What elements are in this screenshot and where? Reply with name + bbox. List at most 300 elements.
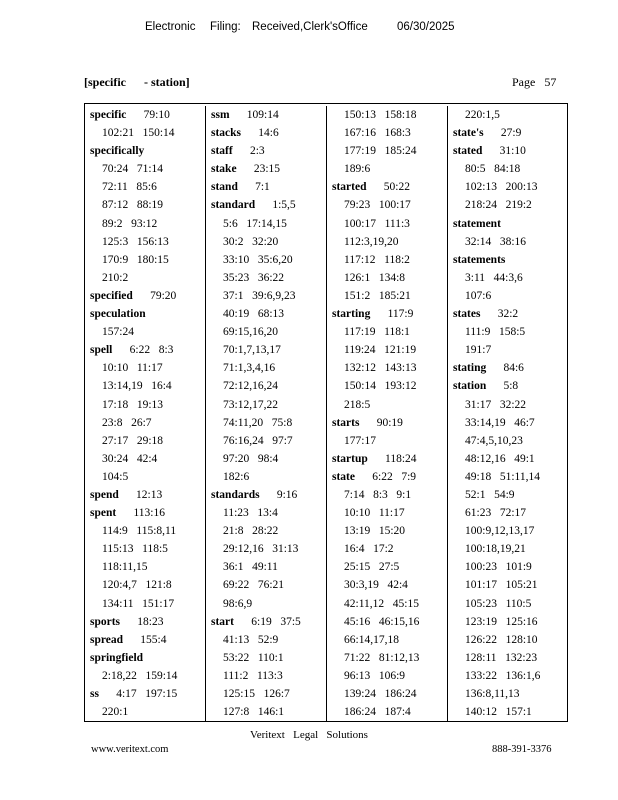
- index-ref-line: [327, 269, 448, 287]
- index-page-refs: 5:6 17:14,15: [223, 217, 287, 230]
- index-term-line: [206, 196, 327, 214]
- index-page-refs: 100:17 111:3: [344, 217, 410, 230]
- index-page-refs: 52:1 54:9: [465, 488, 515, 501]
- index-term-line: [85, 649, 205, 667]
- index-page-refs: 72:11 85:6: [102, 181, 157, 194]
- index-page-refs: 102:21 150:14: [102, 127, 175, 140]
- index-ref-line: [206, 432, 327, 450]
- index-term-line: [206, 142, 327, 160]
- index-ref-line: [206, 558, 327, 576]
- index-ref-line: [448, 269, 570, 287]
- index-page-refs: 42:11,12 45:15: [344, 597, 419, 610]
- index-ref-line: [206, 667, 327, 685]
- index-ref-line: [448, 631, 570, 649]
- index-page-refs: 2:18,22 159:14: [102, 669, 178, 682]
- index-page-refs: 33:10 35:6,20: [223, 253, 293, 266]
- index-term: specifically: [90, 145, 145, 158]
- index-column-3: [326, 106, 448, 721]
- index-page-refs: 49:18 51:11,14: [465, 470, 540, 483]
- index-ref-line: [448, 504, 570, 522]
- index-page-refs: 50:22: [383, 181, 410, 194]
- index-term: statements: [453, 253, 506, 266]
- index-page-refs: 69:15,16,20: [223, 326, 278, 339]
- index-page-refs: 128:11 132:23: [465, 651, 538, 664]
- index-page-refs: 133:22 136:1,6: [465, 669, 541, 682]
- index-page-refs: 27:17 29:18: [102, 434, 164, 447]
- index-ref-line: [85, 414, 205, 432]
- index-ref-line: [448, 540, 570, 558]
- index-term-line: [448, 359, 570, 377]
- index-term-line: [85, 504, 205, 522]
- index-ref-line: [448, 396, 570, 414]
- index-term-line: [448, 377, 570, 395]
- efiling-label: Electronic: [145, 21, 196, 33]
- index-ref-line: [448, 703, 570, 721]
- index-term: started: [332, 181, 367, 194]
- index-ref-line: [327, 558, 448, 576]
- index-page-refs: 74:11,20 75:8: [223, 416, 293, 429]
- index-ref-line: [448, 649, 570, 667]
- index-ref-line: [448, 468, 570, 486]
- index-ref-line: [448, 106, 570, 124]
- index-ref-line: [85, 468, 205, 486]
- index-term-line: [85, 486, 205, 504]
- index-ref-line: [327, 486, 448, 504]
- footer-website[interactable]: www.veritext.com: [91, 744, 169, 755]
- index-ref-line: [327, 287, 448, 305]
- index-ref-line: [448, 287, 570, 305]
- index-term-line: [448, 124, 570, 142]
- index-page-refs: 33:14,19 46:7: [465, 416, 535, 429]
- efiling-date: 06/30/2025: [397, 21, 455, 33]
- index-term: state's: [453, 127, 484, 140]
- index-term-line: [206, 124, 327, 142]
- index-ref-line: [327, 359, 448, 377]
- index-page-refs: 113:16: [133, 507, 165, 520]
- index-column-4: [447, 106, 570, 721]
- index-ref-line: [327, 595, 448, 613]
- index-ref-line: [448, 522, 570, 540]
- index-ref-line: [85, 576, 205, 594]
- index-page-refs: 72:12,16,24: [223, 380, 278, 393]
- index-term-line: [327, 468, 448, 486]
- index-page-refs: 71:1,3,4,16: [223, 362, 276, 375]
- index-ref-line: [206, 377, 327, 395]
- index-term: specific: [90, 109, 127, 121]
- index-term: staff: [211, 145, 233, 158]
- index-ref-line: [448, 233, 570, 251]
- index-page-refs: 107:6: [465, 289, 492, 302]
- index-ref-line: [327, 233, 448, 251]
- index-term: ss: [90, 688, 99, 700]
- index-page-refs: 150:14 193:12: [344, 380, 417, 393]
- index-page-refs: 100:9,12,13,17: [465, 525, 535, 538]
- index-ref-line: [327, 142, 448, 160]
- index-term: speculation: [90, 308, 146, 321]
- index-term: starts: [332, 416, 360, 429]
- index-page-refs: 12:13: [136, 488, 163, 501]
- index-ref-line: [85, 558, 205, 576]
- index-term: spread: [90, 633, 124, 646]
- index-page-refs: 2:3: [249, 145, 265, 158]
- index-ref-line: [448, 323, 570, 341]
- index-ref-line: [448, 196, 570, 214]
- index-column-2: [205, 106, 327, 721]
- index-page-refs: 53:22 110:1: [223, 651, 284, 664]
- index-term-line: [206, 106, 327, 124]
- index-term-line: [85, 142, 205, 160]
- index-ref-line: [206, 341, 327, 359]
- index-page-refs: 186:24 187:4: [344, 706, 411, 719]
- efiling-filing: Filing:: [210, 21, 241, 33]
- index-ref-line: [206, 450, 327, 468]
- index-page-refs: 79:10: [143, 109, 170, 121]
- index-term-line: [85, 341, 205, 359]
- index-term: start: [211, 615, 234, 628]
- index-page-refs: 30:3,19 42:4: [344, 579, 408, 592]
- index-ref-line: [206, 305, 327, 323]
- index-page-refs: 177:19 185:24: [344, 145, 417, 158]
- index-ref-line: [448, 595, 570, 613]
- index-term-line: [448, 305, 570, 323]
- index-page-refs: 35:23 36:22: [223, 271, 285, 284]
- footer-company: Veritext Legal Solutions: [250, 729, 368, 741]
- index-page-refs: 125:15 126:7: [223, 688, 290, 700]
- index-page-refs: 151:2 185:21: [344, 289, 411, 302]
- index-ref-line: [327, 703, 448, 721]
- index-term-line: [327, 178, 448, 196]
- index-page-refs: 18:23: [137, 615, 164, 628]
- index-page-refs: 31:10: [499, 145, 526, 158]
- index-term: ssm: [211, 109, 230, 121]
- index-page-refs: 13:14,19 16:4: [102, 380, 172, 393]
- index-ref-line: [327, 196, 448, 214]
- index-term: spell: [90, 344, 113, 357]
- index-page-refs: 11:23 13:4: [223, 507, 278, 520]
- index-term-line: [327, 450, 448, 468]
- index-page-refs: 32:2: [497, 308, 519, 321]
- index-page-refs: 117:19 118:1: [344, 326, 410, 339]
- index-ref-line: [448, 667, 570, 685]
- index-page-refs: 112:3,19,20: [344, 235, 399, 248]
- index-page-refs: 126:22 128:10: [465, 633, 538, 646]
- index-page-refs: 177:17: [344, 434, 376, 447]
- index-column-1: [85, 106, 205, 721]
- index-term-line: [448, 215, 570, 233]
- index-page-refs: 1:5,5: [272, 199, 296, 212]
- index-ref-line: [85, 667, 205, 685]
- index-term-line: [85, 631, 205, 649]
- index-page-refs: 97:20 98:4: [223, 452, 279, 465]
- index-page-refs: 21:8 28:22: [223, 525, 279, 538]
- index-ref-line: [206, 396, 327, 414]
- index-term: spend: [90, 488, 119, 501]
- index-term-line: [206, 160, 327, 178]
- index-ref-line: [206, 215, 327, 233]
- index-page-refs: 220:1: [102, 706, 129, 719]
- index-page-refs: 98:6,9: [223, 597, 253, 610]
- index-term-line: [206, 613, 327, 631]
- index-term: sports: [90, 615, 121, 628]
- index-page-refs: 157:24: [102, 326, 134, 339]
- index-page-refs: 84:6: [503, 362, 524, 375]
- index-page-refs: 41:13 52:9: [223, 633, 279, 646]
- index-ref-line: [206, 359, 327, 377]
- index-term-line: [327, 305, 448, 323]
- index-page-refs: 139:24 186:24: [344, 688, 417, 700]
- index-page-refs: 218:24 219:2: [465, 199, 532, 212]
- index-page-refs: 30:24 42:4: [102, 452, 158, 465]
- index-ref-line: [206, 287, 327, 305]
- index-ref-line: [85, 269, 205, 287]
- index-page-refs: 87:12 88:19: [102, 199, 164, 212]
- index-ref-line: [206, 576, 327, 594]
- index-page-refs: 100:23 101:9: [465, 561, 532, 574]
- index-ref-line: [448, 432, 570, 450]
- index-page-refs: 102:13 200:13: [465, 181, 538, 194]
- index-ref-line: [327, 377, 448, 395]
- index-page-refs: 47:4,5,10,23: [465, 434, 523, 447]
- index-ref-line: [206, 685, 327, 703]
- index-ref-line: [327, 341, 448, 359]
- index-ref-line: [85, 160, 205, 178]
- index-page-refs: 218:5: [344, 398, 371, 411]
- index-page-refs: 17:18 19:13: [102, 398, 164, 411]
- index-page-refs: 140:12 157:1: [465, 706, 532, 719]
- index-ref-line: [85, 522, 205, 540]
- index-page-refs: 31:17 32:22: [465, 398, 527, 411]
- index-page-refs: 10:10 11:17: [344, 507, 405, 520]
- index-ref-line: [85, 233, 205, 251]
- index-page-refs: 100:18,19,21: [465, 543, 526, 556]
- index-term: specified: [90, 289, 133, 302]
- index-page-refs: 119:24 121:19: [344, 344, 417, 357]
- index-ref-line: [206, 233, 327, 251]
- index-ref-line: [448, 450, 570, 468]
- index-ref-line: [327, 124, 448, 142]
- index-page-refs: 70:24 71:14: [102, 163, 164, 176]
- index-page-refs: 9:16: [276, 488, 298, 501]
- index-page-refs: 4:17 197:15: [116, 688, 178, 700]
- index-ref-line: [85, 450, 205, 468]
- index-page-refs: 132:12 143:13: [344, 362, 417, 375]
- index-page-refs: 167:16 168:3: [344, 127, 411, 140]
- index-term-line: [85, 305, 205, 323]
- index-ref-line: [448, 613, 570, 631]
- index-term: springfield: [90, 651, 144, 664]
- index-ref-line: [327, 576, 448, 594]
- index-page-refs: 73:12,17,22: [223, 398, 278, 411]
- index-page-refs: 23:8 26:7: [102, 416, 152, 429]
- index-page-refs: 105:23 110:5: [465, 597, 532, 610]
- index-ref-line: [85, 196, 205, 214]
- index-page-refs: 101:17 105:21: [465, 579, 538, 592]
- index-table: [84, 103, 568, 722]
- index-ref-line: [327, 160, 448, 178]
- index-ref-line: [206, 323, 327, 341]
- index-ref-line: [85, 359, 205, 377]
- index-page-refs: 127:8 146:1: [223, 706, 285, 719]
- index-page-refs: 16:4 17:2: [344, 543, 394, 556]
- index-page-refs: 70:1,7,13,17: [223, 344, 281, 357]
- index-page-refs: 66:14,17,18: [344, 633, 399, 646]
- index-page-refs: 120:4,7 121:8: [102, 579, 172, 592]
- index-ref-line: [206, 631, 327, 649]
- index-ref-line: [206, 414, 327, 432]
- index-ref-line: [206, 251, 327, 269]
- index-ref-line: [85, 124, 205, 142]
- index-page-refs: 182:6: [223, 470, 250, 483]
- index-page-refs: 6:19 37:5: [251, 615, 301, 628]
- index-page-refs: 48:12,16 49:1: [465, 452, 535, 465]
- index-page-refs: 3:11 44:3,6: [465, 271, 523, 284]
- index-page-refs: 125:3 156:13: [102, 235, 169, 248]
- index-ref-line: [327, 540, 448, 558]
- index-ref-line: [327, 251, 448, 269]
- index-ref-line: [327, 504, 448, 522]
- index-page-refs: 109:14: [246, 109, 279, 121]
- index-page-refs: 123:19 125:16: [465, 615, 538, 628]
- index-page-refs: 6:22 7:9: [372, 470, 417, 483]
- index-page-refs: 118:11,15: [102, 561, 148, 574]
- index-page-refs: 7:1: [255, 181, 270, 194]
- index-term-line: [448, 142, 570, 160]
- index-term-line: [85, 685, 205, 703]
- index-page-refs: 29:12,16 31:13: [223, 543, 299, 556]
- index-ref-line: [85, 396, 205, 414]
- index-range: [specific - station]: [84, 75, 190, 89]
- index-page-refs: 115:13 118:5: [102, 543, 168, 556]
- index-page-refs: 90:19: [376, 416, 403, 429]
- index-page-refs: 13:19 15:20: [344, 525, 406, 538]
- index-page-refs: 45:16 46:15,16: [344, 615, 420, 628]
- index-term: stacks: [211, 127, 242, 140]
- index-page-refs: 114:9 115:8,11: [102, 525, 177, 538]
- index-term: standards: [211, 488, 260, 501]
- index-page-refs: 10:10 11:17: [102, 362, 163, 375]
- index-term-line: [206, 178, 327, 196]
- efiling-received: Received,Clerk'sOffice: [252, 21, 368, 33]
- index-ref-line: [448, 414, 570, 432]
- index-term: stating: [453, 362, 487, 375]
- index-page-refs: 150:13 158:18: [344, 109, 417, 121]
- index-ref-line: [327, 323, 448, 341]
- index-ref-line: [327, 215, 448, 233]
- index-term: stated: [453, 145, 483, 158]
- index-ref-line: [206, 540, 327, 558]
- index-ref-line: [327, 685, 448, 703]
- index-ref-line: [448, 576, 570, 594]
- index-page-refs: 40:19 68:13: [223, 308, 285, 321]
- index-ref-line: [85, 540, 205, 558]
- index-term-line: [448, 251, 570, 269]
- index-page-refs: 69:22 76:21: [223, 579, 285, 592]
- index-page-refs: 6:22 8:3: [129, 344, 174, 357]
- index-ref-line: [85, 251, 205, 269]
- index-term: state: [332, 470, 355, 483]
- index-term: spent: [90, 507, 117, 520]
- index-page-refs: 32:14 38:16: [465, 235, 527, 248]
- index-ref-line: [85, 432, 205, 450]
- index-page-refs: 189:6: [344, 163, 371, 176]
- index-page-refs: 5:8: [503, 380, 519, 393]
- index-ref-line: [85, 178, 205, 196]
- index-page-refs: 30:2 32:20: [223, 235, 279, 248]
- index-page-refs: 117:12 118:2: [344, 253, 410, 266]
- index-page-refs: 170:9 180:15: [102, 253, 169, 266]
- index-page-refs: 111:2 113:3: [223, 669, 283, 682]
- index-term: stand: [211, 181, 238, 194]
- index-page-refs: 79:23 100:17: [344, 199, 411, 212]
- index-page-refs: 36:1 49:11: [223, 561, 278, 574]
- index-page-refs: 155:4: [140, 633, 167, 646]
- index-ref-line: [327, 522, 448, 540]
- index-ref-line: [327, 667, 448, 685]
- index-ref-line: [448, 341, 570, 359]
- index-page-refs: 76:16,24 97:7: [223, 434, 293, 447]
- index-term-line: [85, 287, 205, 305]
- index-page-refs: 210:2: [102, 271, 129, 284]
- index-term: statement: [453, 217, 501, 230]
- index-ref-line: [327, 396, 448, 414]
- index-term: states: [453, 308, 481, 321]
- index-ref-line: [206, 504, 327, 522]
- index-term: station: [453, 380, 487, 393]
- index-page-refs: 96:13 106:9: [344, 669, 406, 682]
- index-page-refs: 25:15 27:5: [344, 561, 400, 574]
- index-ref-line: [85, 703, 205, 721]
- index-term: standard: [211, 199, 256, 212]
- index-page-refs: 117:9: [387, 308, 414, 321]
- index-page-refs: 61:23 72:17: [465, 507, 527, 520]
- index-ref-line: [327, 106, 448, 124]
- index-ref-line: [206, 468, 327, 486]
- efiling-stamp: [0, 21, 618, 37]
- index-page-refs: 37:1 39:6,9,23: [223, 289, 296, 302]
- index-page-refs: 14:6: [258, 127, 279, 140]
- index-page-refs: 111:9 158:5: [465, 326, 526, 339]
- index-ref-line: [448, 160, 570, 178]
- index-ref-line: [206, 595, 327, 613]
- index-term-line: [206, 486, 327, 504]
- index-page-refs: 220:1,5: [465, 109, 500, 121]
- index-page-refs: 134:11 151:17: [102, 597, 175, 610]
- index-page-refs: 126:1 134:8: [344, 271, 406, 284]
- index-page-refs: 27:9: [500, 127, 522, 140]
- index-page-refs: 80:5 84:18: [465, 163, 521, 176]
- index-ref-line: [85, 323, 205, 341]
- index-ref-line: [448, 685, 570, 703]
- index-ref-line: [448, 486, 570, 504]
- index-ref-line: [206, 649, 327, 667]
- index-ref-line: [448, 178, 570, 196]
- index-page-refs: 104:5: [102, 470, 129, 483]
- index-page-refs: 7:14 8:3 9:1: [344, 488, 412, 501]
- index-term: startup: [332, 452, 368, 465]
- index-page-refs: 118:24: [385, 452, 417, 465]
- footer-phone: 888-391-3376: [492, 744, 552, 755]
- index-ref-line: [85, 595, 205, 613]
- index-ref-line: [448, 558, 570, 576]
- index-ref-line: [327, 631, 448, 649]
- index-page-refs: 89:2 93:12: [102, 217, 158, 230]
- index-page-refs: 71:22 81:12,13: [344, 651, 420, 664]
- index-ref-line: [327, 432, 448, 450]
- index-term-line: [85, 106, 205, 124]
- index-term-line: [85, 613, 205, 631]
- index-ref-line: [206, 269, 327, 287]
- index-ref-line: [327, 649, 448, 667]
